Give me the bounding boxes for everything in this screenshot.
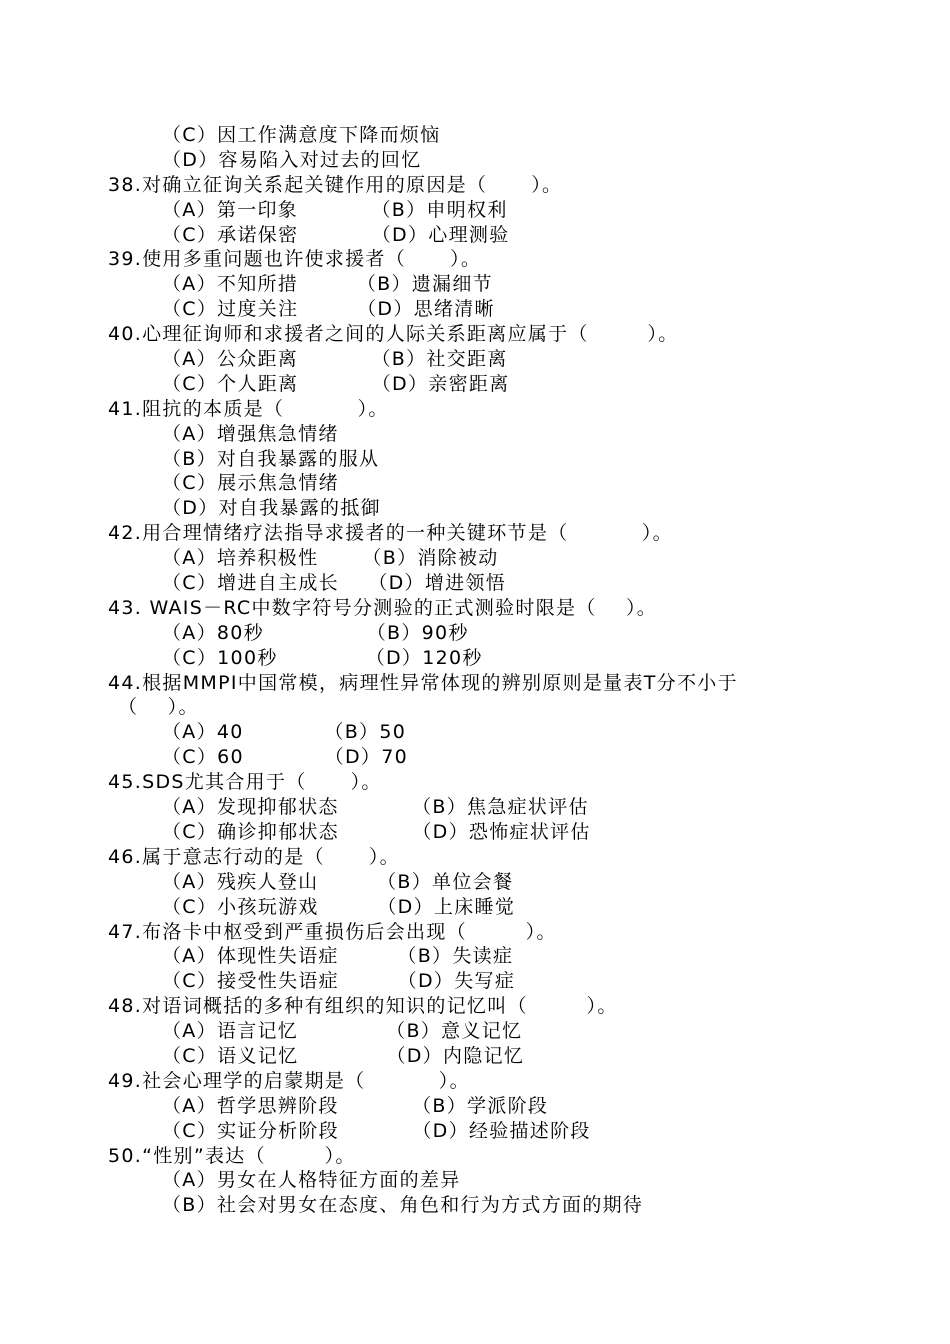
question-line: 42.用合理情绪疗法指导求援者的一种关键环节是（ ）。: [108, 522, 673, 545]
option-line: （C）个人距离 （D）亲密距离: [162, 372, 510, 395]
option-line: （A）男女在人格特征方面的差异: [162, 1169, 461, 1192]
option-line: （A）不知所措 （B）遗漏细节: [162, 273, 493, 296]
question-line: 48.对语词概括的多种有组织的知识的记忆叫（ ）。: [108, 995, 618, 1018]
option-line: （A）培养积极性 （B）消除被动: [162, 547, 499, 570]
option-line: （D）对自我暴露的抵御: [162, 497, 381, 520]
option-line: （A）哲学思辨阶段 （B）学派阶段: [162, 1094, 549, 1117]
option-line: （A）40 （B）50: [162, 721, 407, 744]
question-line: 47.布洛卡中枢受到严重损伤后会出现（ ）。: [108, 920, 557, 943]
option-line: （A）语言记忆 （B）意义记忆: [162, 1020, 523, 1043]
option-line: （A）第一印象 （B）申明权利: [162, 198, 508, 221]
option-line: （C）60 （D）70: [162, 746, 408, 769]
option-line: （D）容易陷入对过去的回忆: [162, 148, 422, 171]
option-line: （A）残疾人登山 （B）单位会餐: [162, 870, 514, 893]
option-line: （A）80秒 （B）90秒: [162, 621, 469, 644]
question-line: 46.属于意志行动的是（ ）。: [108, 845, 400, 868]
option-line: （C）因工作满意度下降而烦恼: [162, 124, 441, 146]
option-line: （A）公众距离 （B）社交距离: [162, 348, 508, 371]
document-page: [108, 123, 868, 1218]
option-line: （C）接受性失语症 （D）失写症: [162, 970, 516, 993]
option-line: （A）发现抑郁状态 （B）焦急症状评估: [162, 796, 589, 819]
question-line: 43. WAIS－RC中数字符号分测验的正式测验时限是（ ）。: [108, 596, 658, 619]
question-line: 45.SDS尤其合用于（ ）。: [108, 771, 382, 794]
option-line: （B）社会对男女在态度、角色和行为方式方面的期待: [162, 1194, 644, 1217]
question-line: 40.心理征询师和求援者之间的人际关系距离应属于（ ）。: [108, 323, 679, 346]
question-line: 39.使用多重问题也许使求援者（ ）。: [108, 248, 482, 271]
option-line: （C）展示焦急情绪: [162, 472, 339, 495]
option-line: （A）增强焦急情绪: [162, 422, 339, 445]
option-line: （B）对自我暴露的服从: [162, 447, 380, 470]
question-line-continued: （ ）。: [118, 696, 199, 719]
option-line: （C）增进自主成长 （D）增进领悟: [162, 572, 507, 595]
option-line: （A）体现性失语症 （B）失读症: [162, 945, 514, 968]
question-line: 44.根据MMPI中国常模，病理性异常体现的辨别原则是量表T分不小于: [108, 671, 738, 694]
option-line: （C）承诺保密 （D）心理测验: [162, 223, 510, 246]
option-line: （C）过度关注 （D）思绪清晰: [162, 298, 495, 321]
question-line: 50.“性别”表达（ ）。: [108, 1144, 356, 1167]
option-line: （C）确诊抑郁状态 （D）恐怖症状评估: [162, 820, 591, 843]
option-line: （C）小孩玩游戏 （D）上床睡觉: [162, 895, 516, 918]
question-line: 49.社会心理学的启蒙期是（ ）。: [108, 1069, 470, 1092]
option-line: （C）语义记忆 （D）内隐记忆: [162, 1044, 525, 1067]
option-line: （C）100秒 （D）120秒: [162, 646, 483, 669]
question-line: 41.阻抗的本质是（ ）。: [108, 397, 389, 420]
option-line: （C）实证分析阶段 （D）经验描述阶段: [162, 1119, 591, 1142]
question-line: 38.对确立征询关系起关键作用的原因是（ ）。: [108, 173, 563, 196]
